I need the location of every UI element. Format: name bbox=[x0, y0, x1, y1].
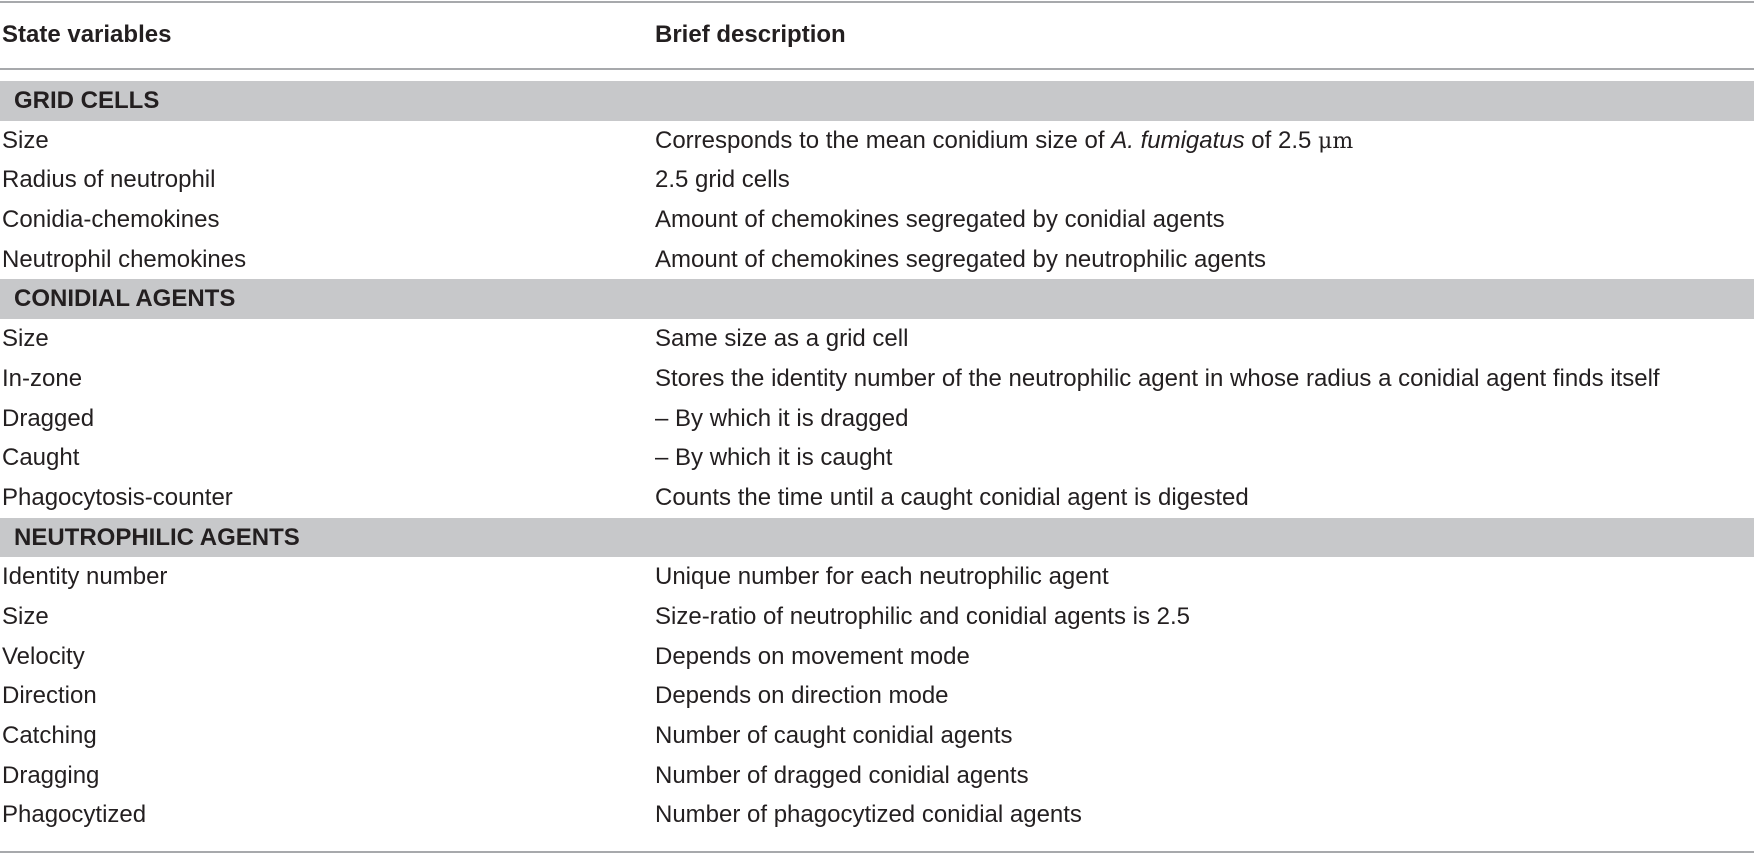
section-header-conidial-agents bbox=[0, 279, 1754, 319]
unit-micrometer: μm bbox=[1318, 128, 1354, 154]
variable-description: Amount of chemokines segregated by conidial agents bbox=[655, 206, 1225, 234]
header-brief-description: Brief description bbox=[655, 21, 846, 48]
header-state-variables: State variables bbox=[2, 21, 172, 48]
variable-description: Stores the identity number of the neutrophilic agent in whose radius a conidial agent finds itself bbox=[655, 364, 1660, 392]
variable-description: Amount of chemokines segregated by neutrophilic agents bbox=[655, 245, 1267, 273]
description-text: Corresponds to the mean conidium size of bbox=[655, 126, 1112, 154]
variable-name: In-zone bbox=[2, 364, 83, 392]
table-row bbox=[0, 359, 1754, 399]
variable-description: – By which it is caught bbox=[655, 444, 893, 472]
variable-name: Conidia-chemokines bbox=[2, 206, 220, 234]
table-row bbox=[0, 557, 1754, 597]
variable-description: Size-ratio of neutrophilic and conidial agents is 2.5 bbox=[655, 602, 1190, 630]
variable-description: Unique number for each neutrophilic agent bbox=[655, 563, 1109, 591]
section-header-grid-cells bbox=[0, 81, 1754, 121]
table-row bbox=[0, 597, 1754, 637]
variable-description: Same size as a grid cell bbox=[655, 325, 909, 353]
description-text: of 2.5 bbox=[1244, 126, 1319, 154]
variable-description: – By which it is dragged bbox=[655, 404, 909, 432]
section-title: NEUTROPHILIC AGENTS bbox=[14, 523, 300, 551]
variable-name: Size bbox=[2, 126, 49, 154]
table-row bbox=[0, 438, 1754, 478]
variable-name: Caught bbox=[2, 444, 80, 472]
variable-description: Depends on direction mode bbox=[655, 682, 949, 710]
table-body bbox=[0, 81, 1754, 835]
variable-name: Phagocytized bbox=[2, 801, 147, 829]
variable-name: Phagocytosis-counter bbox=[2, 483, 233, 511]
table-row bbox=[0, 795, 1754, 835]
variable-name: Identity number bbox=[2, 563, 168, 591]
table-row bbox=[0, 399, 1754, 439]
table-row bbox=[0, 637, 1754, 677]
variable-name: Velocity bbox=[2, 642, 85, 670]
variable-name: Catching bbox=[2, 722, 97, 749]
variable-description: 2.5 grid cells bbox=[655, 166, 790, 194]
variable-name: Neutrophil chemokines bbox=[2, 245, 247, 273]
variable-name: Size bbox=[2, 602, 49, 630]
section-header-neutrophilic-agents bbox=[0, 518, 1754, 558]
variable-description bbox=[655, 121, 1353, 162]
section-title: GRID CELLS bbox=[14, 87, 160, 114]
table-row bbox=[0, 478, 1754, 518]
variable-description: Counts the time until a caught conidial agent is digested bbox=[655, 483, 1249, 511]
table-row bbox=[0, 200, 1754, 240]
variable-description: Depends on movement mode bbox=[655, 642, 970, 670]
variable-name: Direction bbox=[2, 682, 97, 710]
table-row bbox=[0, 319, 1754, 359]
variable-description: Number of phagocytized conidial agents bbox=[655, 801, 1082, 829]
table-row bbox=[0, 121, 1754, 161]
variable-name: Size bbox=[2, 325, 49, 353]
variable-name: Radius of neutrophil bbox=[2, 166, 216, 194]
table-header-row bbox=[0, 3, 1754, 68]
table-row bbox=[0, 716, 1754, 756]
species-name: A. fumigatus bbox=[1111, 126, 1245, 154]
variable-name: Dragged bbox=[2, 404, 95, 432]
variable-name: Dragging bbox=[2, 761, 100, 789]
table-bottom-rule bbox=[0, 851, 1754, 853]
variable-description: Number of caught conidial agents bbox=[655, 722, 1013, 749]
section-title: CONIDIAL AGENTS bbox=[14, 285, 236, 313]
table-row bbox=[0, 756, 1754, 796]
table-row bbox=[0, 160, 1754, 200]
variable-description: Number of dragged conidial agents bbox=[655, 761, 1029, 789]
table-header-rule bbox=[0, 68, 1754, 70]
table-row bbox=[0, 676, 1754, 716]
table-row bbox=[0, 240, 1754, 280]
